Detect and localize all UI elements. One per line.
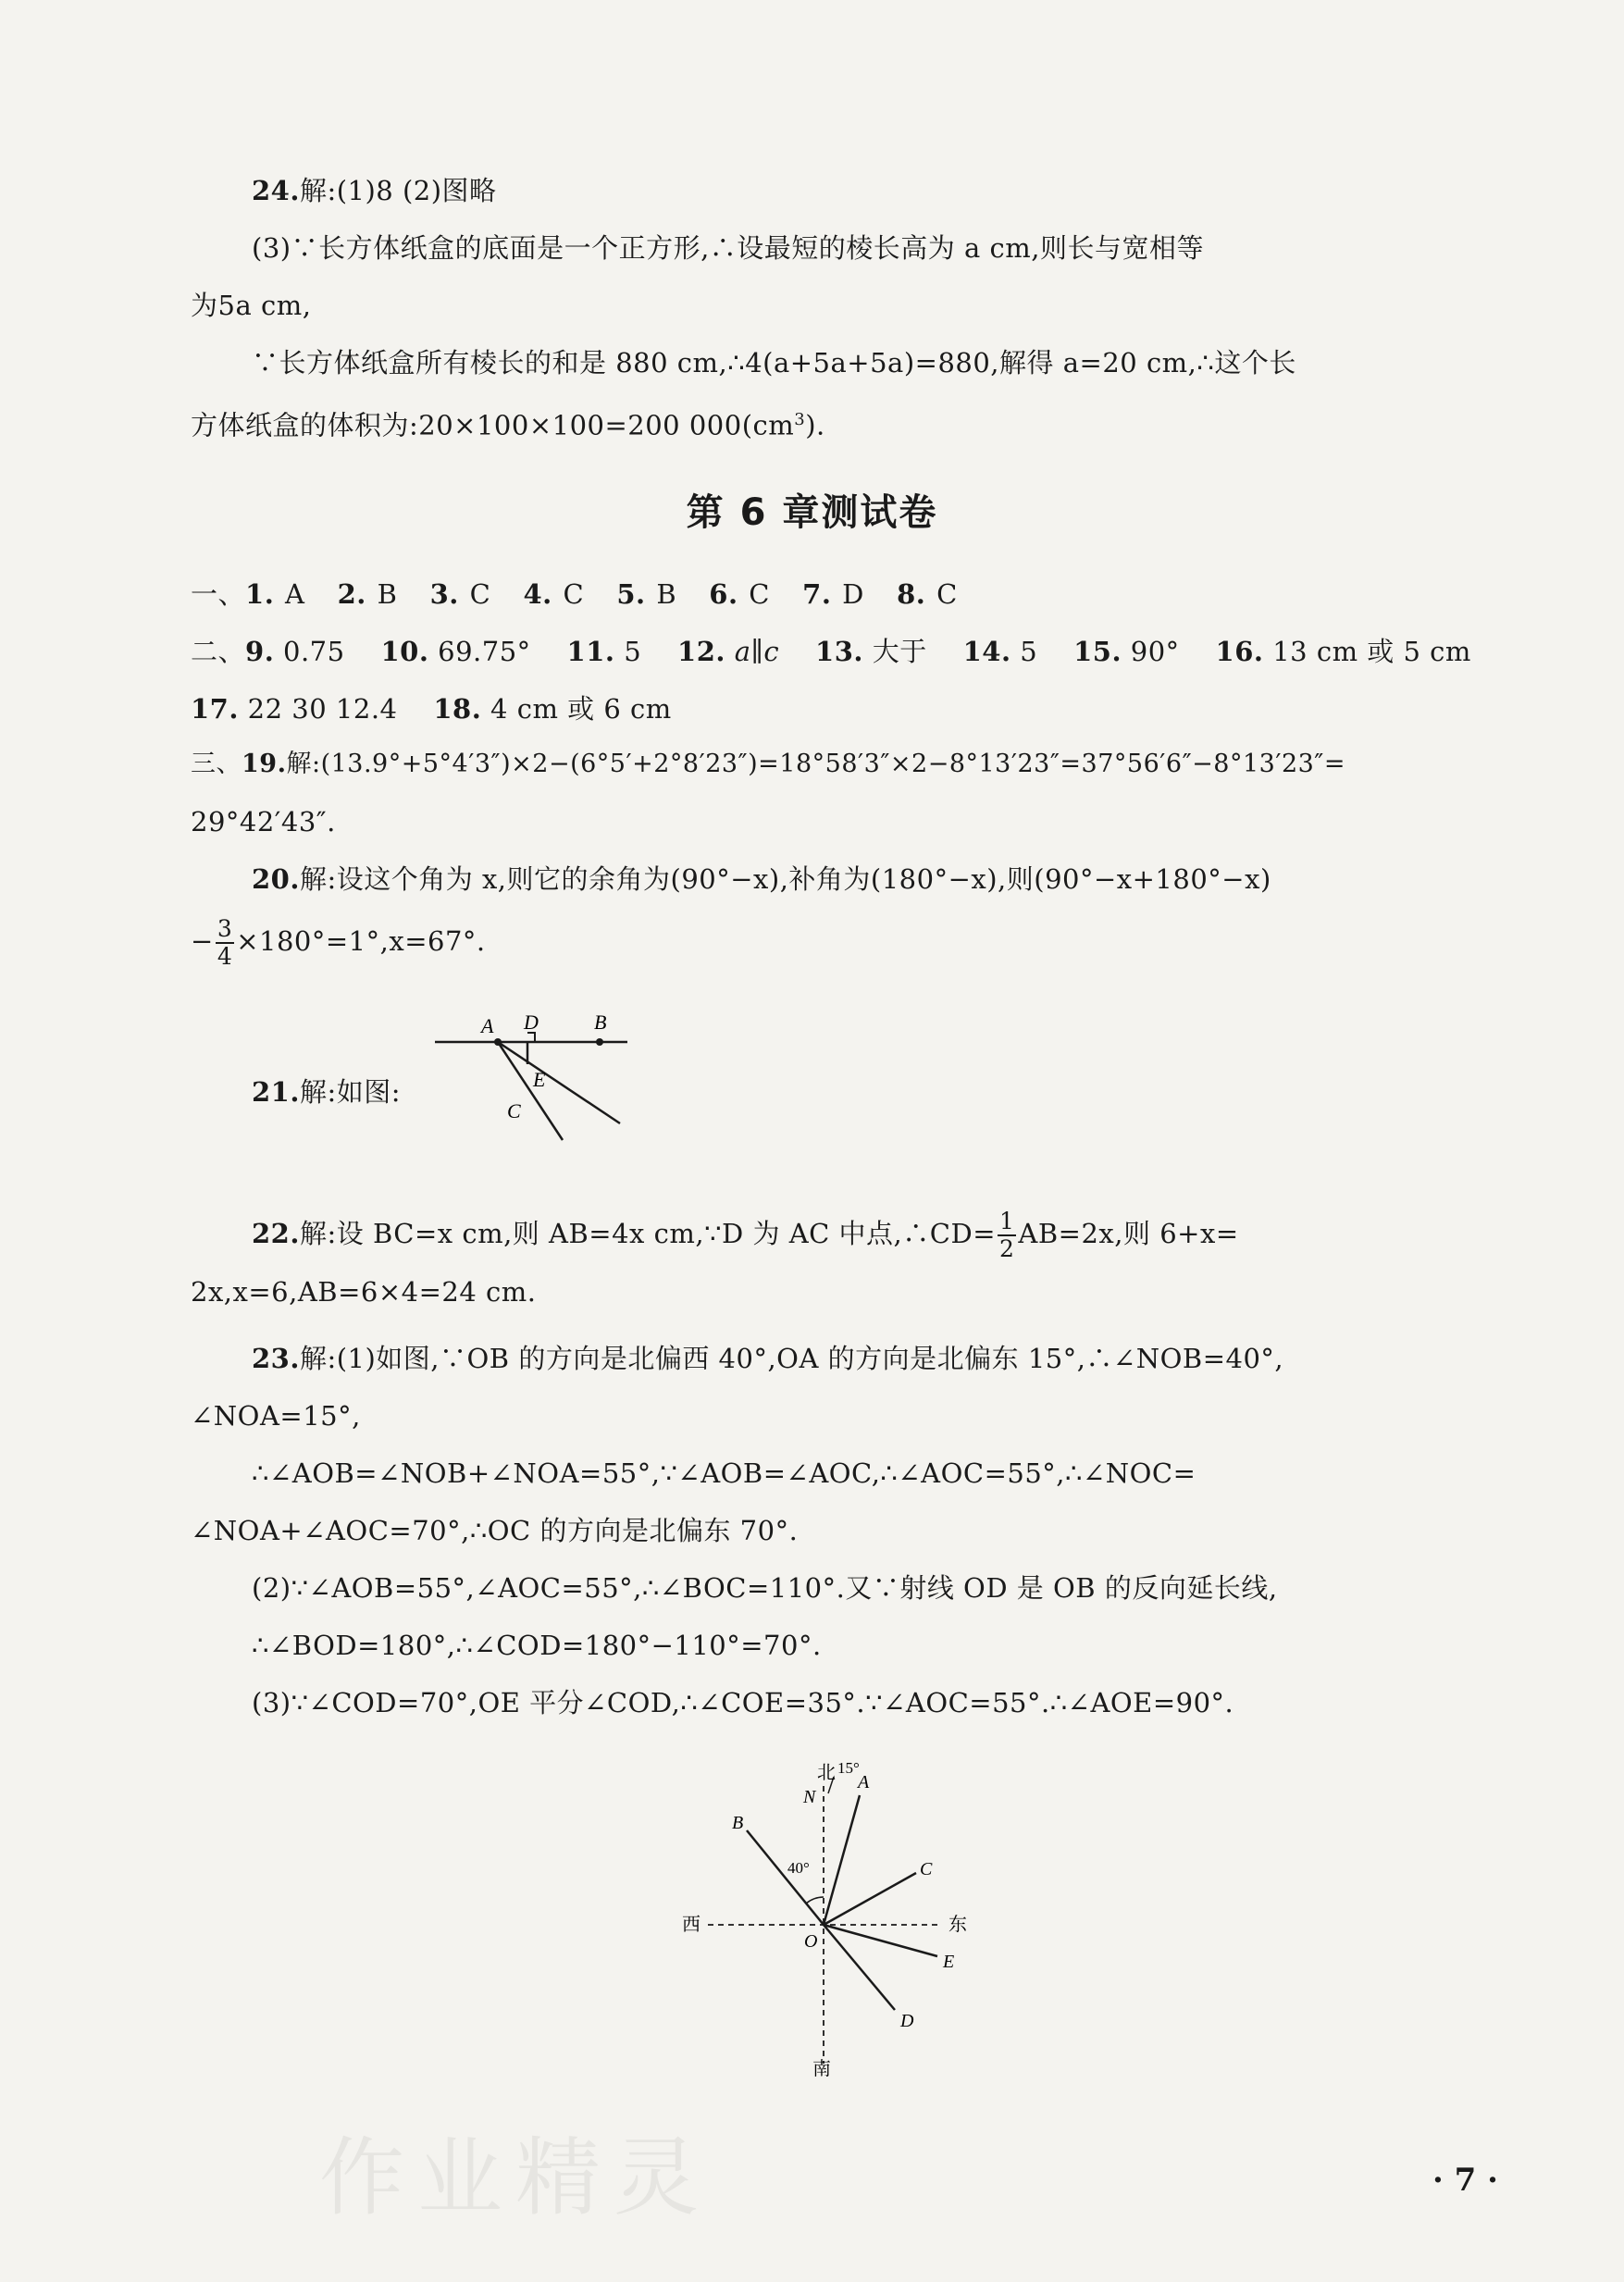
label-d: D xyxy=(900,2011,914,2031)
label-c: C xyxy=(507,1099,521,1122)
q21-text: 21.解:如图: xyxy=(252,1076,401,1108)
q22-line1: 22.解:设 BC=x cm,则 AB=4x cm,∵D 为 AC 中点,∴CD= $\frac{1}{2}$ AB=2x,则 6+x= xyxy=(252,1208,1239,1262)
label-c: C xyxy=(920,1859,933,1879)
q23-line4: ∠NOA+∠AOC=70°,∴OC 的方向是北偏东 70°. xyxy=(191,1515,799,1546)
right-angle-mark xyxy=(527,1033,535,1042)
label-d: D xyxy=(524,1011,539,1034)
label-b: B xyxy=(732,1813,744,1833)
q24-line1: 24.解:(1)8 (2)图略 xyxy=(252,175,497,206)
q23-line1: 23.解:(1)如图,∵OB 的方向是北偏西 40°,OA 的方向是北偏东 15°,∴∠NOB=40°, xyxy=(252,1343,1284,1374)
q22-fraction: $\frac{1}{2}$ xyxy=(999,1208,1015,1262)
label-a: A xyxy=(481,1014,494,1037)
q23-line5: (2)∵∠AOB=55°,∠AOC=55°,∴∠BOC=110°.又∵射线 OD 是 OB 的反向延长线, xyxy=(252,1572,1278,1604)
q23-line3: ∴∠AOB=∠NOB+∠NOA=55°,∵∠AOB=∠AOC,∴∠AOC=55°,∴∠NOC= xyxy=(252,1457,1196,1489)
q23-line6: ∴∠BOD=180°,∴∠COD=180°−110°=70°. xyxy=(252,1630,822,1661)
q20-line1: 20.解:设这个角为 x,则它的余角为(90°−x),补角为(180°−x),则(90°−x+180°−x) xyxy=(252,863,1271,895)
part2-answers-row1: 二、9. 0.75 10. 69.75° 11. 5 12. a∥c 13. 大于 14. 5 15. 90° 16. 13 cm 或 5 cm xyxy=(191,636,1471,667)
label-a: A xyxy=(858,1772,870,1792)
q24-line5: 方体纸盒的体积为:20×100×100=200 $000(cm^3)$. xyxy=(191,409,825,441)
label-n: N xyxy=(803,1787,816,1807)
chapter-title: 第 6 章测试卷 xyxy=(686,491,938,534)
part2-answers-row2: 17. 22 30 12.4 18. 4 cm 或 6 cm xyxy=(191,693,672,725)
label-b: B xyxy=(594,1011,607,1034)
page-number: · 7 · xyxy=(1432,2162,1499,2199)
point-a xyxy=(494,1038,502,1046)
point-b xyxy=(596,1038,603,1046)
q22-line2: 2x,x=6,AB=6×4=24 cm. xyxy=(191,1276,537,1308)
ray-ac-visible xyxy=(498,1042,563,1140)
label-south: 南 xyxy=(812,2059,831,2079)
label-o: O xyxy=(804,1931,818,1952)
ray-oa xyxy=(824,1795,860,1925)
q21-figure xyxy=(426,1007,638,1146)
label-e: E xyxy=(943,1952,955,1972)
q24-line3: 为5a cm, xyxy=(191,290,312,321)
label-north: 北 xyxy=(817,1763,836,1783)
q24-line2: (3)∵长方体纸盒的底面是一个正方形,∴设最短的棱长高为 a cm,则长与宽相等 xyxy=(252,232,1204,264)
q23-line2: ∠NOA=15°, xyxy=(191,1400,361,1432)
angle-arc-40 xyxy=(806,1897,824,1904)
label-angle-40: 40° xyxy=(787,1859,810,1877)
q23-line7: (3)∵∠COD=70°,OE 平分∠COD,∴∠COE=35°.∵∠AOC=55°.∴∠AOE=90°. xyxy=(252,1687,1234,1718)
ray-oe xyxy=(824,1925,937,1956)
compass-figure xyxy=(680,1758,995,2082)
ray-od xyxy=(824,1925,895,2010)
label-west: 西 xyxy=(682,1915,700,1935)
label-angle-15: 15° xyxy=(837,1759,860,1777)
q19-line1: 三、19.解:(13.9°+5°4′3″)×2−(6°5′+2°8′23″)=18°58′3″×2−8°13′23″=37°56′6″−8°13′23″= xyxy=(191,750,1346,778)
label-e: E xyxy=(533,1068,546,1091)
label-east: 东 xyxy=(948,1915,967,1935)
watermark: 作业精灵 xyxy=(319,2128,713,2227)
q19-line2: 29°42′43″. xyxy=(191,806,336,837)
q24-line4: ∵长方体纸盒所有棱长的和是 880 cm,∴4(a+5a+5a)=880,解得 a=20 cm,∴这个长 xyxy=(252,347,1296,378)
part1-answers: 一、1. A 2. B 3. C 4. C 5. B 6. C 7. D 8. C xyxy=(191,578,958,610)
ray-oc xyxy=(824,1873,916,1925)
q20-fraction: $\frac{3}{4}$ xyxy=(217,915,233,970)
q20-line2: − $\frac{3}{4}$ ×180°=1°,x=67°. xyxy=(191,915,486,970)
ray-ob xyxy=(747,1830,824,1925)
